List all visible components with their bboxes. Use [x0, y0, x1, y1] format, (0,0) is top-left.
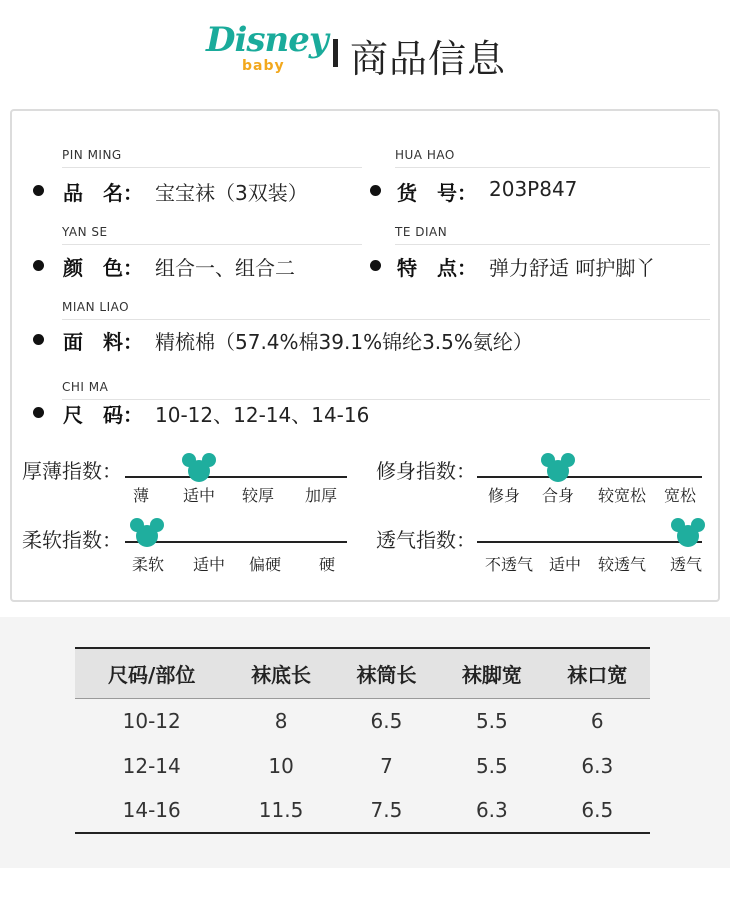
yanse-label: 颜 色： — [63, 256, 143, 280]
huahao-value: 203P847 — [489, 177, 578, 201]
size-chart-table — [75, 647, 650, 834]
page-header — [0, 18, 730, 88]
fit-index-label: 修身指数： — [376, 459, 476, 483]
mickey-marker-icon — [541, 453, 575, 483]
chima-label: 尺 码： — [63, 403, 143, 427]
fit-index-line — [477, 476, 702, 478]
thickness-option: 薄 — [132, 486, 150, 505]
thickness-index-label: 厚薄指数： — [22, 459, 122, 483]
thickness-index-line — [125, 476, 347, 478]
mickey-marker-icon — [671, 518, 705, 548]
table-cell: 8 — [274, 708, 288, 733]
fit-option: 宽松 — [663, 486, 697, 505]
breathability-option: 不透气 — [484, 555, 534, 574]
tedian-pinyin: TE DIAN — [395, 225, 448, 239]
softness-option: 偏硬 — [248, 555, 282, 574]
table-cell: 6.3 — [581, 753, 614, 778]
mianliao-value: 精梳棉（57.4%棉39.1%锦纶3.5%氨纶） — [155, 330, 533, 354]
table-cell: 6 — [590, 708, 604, 733]
bullet-dot — [370, 260, 381, 271]
thickness-option: 加厚 — [304, 486, 338, 505]
mianliao-label: 面 料： — [63, 330, 143, 354]
yanse-pinyin: YAN SE — [62, 225, 108, 239]
pinming-rule — [62, 167, 362, 168]
chima-pinyin: CHI MA — [62, 380, 109, 394]
yanse-rule — [62, 244, 362, 245]
tedian-value: 弹力舒适 呵护脚丫 — [489, 256, 656, 280]
table-cell: 6.5 — [545, 788, 650, 833]
mickey-marker-icon — [130, 518, 164, 548]
huahao-label: 货 号： — [397, 181, 477, 205]
mickey-marker-icon — [182, 453, 216, 483]
header-divider — [333, 39, 338, 67]
table-cell: 7 — [380, 753, 393, 778]
fit-option: 修身 — [487, 486, 521, 505]
table-header-cell: 袜口宽 — [545, 648, 650, 698]
softness-option: 适中 — [192, 555, 226, 574]
table-cell: 6.5 — [370, 708, 403, 733]
table-row — [75, 698, 650, 743]
bullet-dot — [33, 260, 44, 271]
softness-option: 硬 — [318, 555, 336, 574]
softness-index-label: 柔软指数： — [22, 528, 122, 552]
thickness-option: 适中 — [182, 486, 216, 505]
table-header-row — [75, 648, 650, 698]
table-cell: 11.5 — [228, 788, 333, 833]
table-cell: 10 — [268, 753, 294, 778]
disney-logo: Disney — [206, 20, 328, 60]
tedian-label: 特 点： — [397, 256, 477, 280]
pinming-pinyin: PIN MING — [62, 148, 122, 162]
baby-logo-text: baby — [242, 58, 285, 74]
table-header-cell: 袜筒长 — [334, 648, 439, 698]
table-header-cell: 袜脚宽 — [439, 648, 544, 698]
bullet-dot — [33, 407, 44, 418]
huahao-rule — [395, 167, 710, 168]
table-cell: 7.5 — [334, 788, 439, 833]
table-cell: 5.5 — [475, 708, 508, 733]
bullet-dot — [33, 334, 44, 345]
thickness-option: 较厚 — [241, 486, 275, 505]
yanse-value: 组合一、组合二 — [155, 256, 295, 280]
chima-value: 10-12、12-14、14-16 — [155, 403, 370, 427]
pinming-value: 宝宝袜（3双装） — [155, 181, 308, 205]
breathability-option: 较透气 — [597, 555, 647, 574]
table-cell: 6.3 — [439, 788, 544, 833]
pinming-label: 品 名： — [63, 181, 143, 205]
product-info-panel — [10, 109, 720, 602]
table-header-cell: 尺码/部位 — [75, 648, 228, 698]
table-cell: 10-12 — [122, 708, 181, 733]
fit-option: 合身 — [541, 486, 575, 505]
tedian-rule — [395, 244, 710, 245]
bullet-dot — [33, 185, 44, 196]
mianliao-pinyin: MIAN LIAO — [62, 300, 130, 314]
huahao-pinyin: HUA HAO — [395, 148, 455, 162]
fit-option: 较宽松 — [597, 486, 647, 505]
bullet-dot — [370, 185, 381, 196]
breathability-index-label: 透气指数： — [376, 528, 476, 552]
softness-option: 柔软 — [131, 555, 165, 574]
table-cell: 14-16 — [75, 788, 228, 833]
breathability-option: 透气 — [669, 555, 703, 574]
table-cell: 12-14 — [122, 753, 181, 778]
mianliao-rule — [62, 319, 710, 320]
table-row — [75, 788, 650, 833]
page-title: 商品信息 — [350, 37, 507, 81]
breathability-index-line — [477, 541, 702, 543]
table-row — [75, 743, 650, 788]
table-cell: 5.5 — [475, 753, 508, 778]
breathability-option: 适中 — [548, 555, 582, 574]
table-header-cell: 袜底长 — [228, 648, 333, 698]
